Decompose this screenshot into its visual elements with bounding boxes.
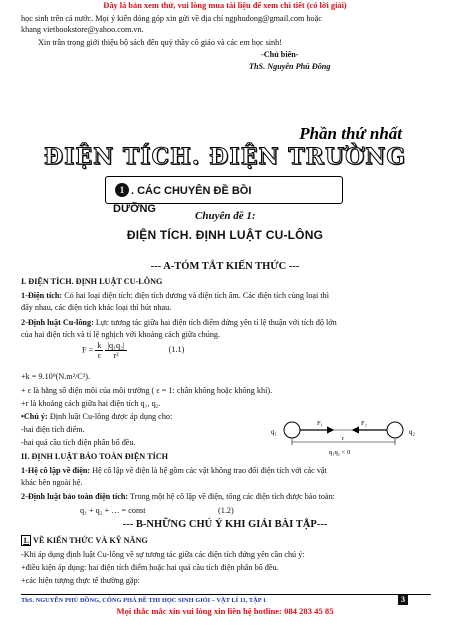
diagram-f2-label: F₂ [361,420,367,427]
chapter-title: ĐIỆN TÍCH. ĐIỆN TRƯỜNG [43,144,407,170]
preview-notice: Đây là bản xem thử, vui lòng mua tài liệu để xem chi tiết (có lời giải) [103,1,347,10]
note-text: Định luật Cu-lông được áp dụng cho: [47,412,173,421]
note-item-a: -hai điện tích điểm. [21,425,85,434]
paragraph-label: 2-Định luật Cu-lông: [21,318,94,327]
section-2-title: II. ĐỊNH LUẬT BẢO TOÀN ĐIỆN TÍCH [21,452,169,461]
paragraph-coulomb-cont: của hai điện tích và tỉ lệ nghịch với khoảng cách giữa chúng. [21,330,221,339]
banner-text: . CÁC CHUYÊN ĐỀ BỒI [131,185,252,197]
charge-q1 [284,422,300,438]
formula-q-fraction [105,341,126,360]
paragraph-conservation [21,491,431,502]
paragraph-coulomb [21,317,431,328]
footer-divider [21,594,431,595]
formula-k-fraction [95,341,103,360]
section-a-heading: --- A-TÓM TẮT KIẾN THỨC --- [150,261,300,272]
formula-q-num: |q₁q₂| [107,341,125,350]
b1-line-2: +điều kiện áp dụng: hai điện tích điểm hoặc hai quả cầu tích điện phân bố đều. [21,563,279,572]
paragraph-label: 1-Hệ cô lập về điện: [21,466,91,475]
b1-heading [21,535,431,546]
diagram-q1-label: q₁ [271,428,277,436]
intro-line-1: học sinh trên cả nước. Mọi ý kiến đóng góp xin gửi về địa chỉ ngphudong@gmail.com hoặc [21,14,322,23]
section-1-title: I. ĐIỆN TÍCH. ĐỊNH LUẬT CU-LÔNG [21,277,163,286]
epsilon-line: + ε là hằng số điện môi của môi trường ( ε = 1: chân không hoặc không khí). [21,386,273,395]
banner-text-continued: DƯỠNG [113,203,156,215]
paragraph-isolated [21,465,431,476]
paragraph-charge-cont: đẩy nhau, các điện tích khác loại thì hút nhau. [21,303,172,312]
hotline-notice: Mọi thắc mắc xin vui lòng xin liên hệ hotline: 084 283 45 85 [116,606,334,616]
note-label: •Chú ý: [21,412,48,421]
paragraph-text: Lực tương tác giữa hai điện tích điểm đứng yên tỉ lệ thuận với tích độ lớn [93,318,337,327]
b1-line-3: +các hiện tượng thực tế thường gặp: [21,576,140,585]
editor-label: -Chủ biên- [261,50,299,59]
paragraph-text: Hệ cô lập về điện là hệ gồm các vật không trao đổi điện tích với các vật [90,466,327,475]
editor-name: ThS. Nguyễn Phú Đồng [249,62,331,71]
note-item-b: -hai quả cầu tích điện phân bố đều. [21,438,136,447]
banner-number: 1 [115,183,129,197]
charge-q2 [387,422,403,438]
paragraph-label: 1-Điện tích: [21,291,63,300]
paragraph-charge [21,290,431,301]
diagram-f1-label: F₁ [317,420,323,427]
paragraph-text: Trong một hệ cô lập về điện, tổng các điện tích được bảo toàn: [128,492,335,501]
formula-tag: (1.1) [168,345,185,355]
paragraph-isolated-cont: khác bên ngoài hệ. [21,478,83,487]
page-number: 3 [398,595,408,605]
b1-number: 1. [23,536,30,545]
formula-q-den: r² [113,351,119,360]
intro-line-3: Xin trân trọng giới thiệu bộ sách đến quý thầy cô giáo và các em học sinh! [38,38,282,47]
conservation-tag: (1.2) [218,506,234,515]
part-title: Phần thứ nhất [299,124,402,143]
footer-text: ThS. NGUYỄN PHÚ ĐỒNG, CÔNG PHÁ ĐỀ THI HỌC SINH GIỎI – VẬT LÍ 11, TẬP 1 [21,597,267,604]
paragraph-text: Có hai loại điện tích: điện tích dương và điện tích âm. Các điện tích cùng loại thì [62,291,330,300]
formula-k-den: ε [97,351,102,360]
coulomb-formula [82,341,282,360]
formula-k-num: k [97,341,102,350]
topic-label: Chuyên đề 1: [195,210,256,222]
formula-lhs: F = [82,345,94,355]
b1-title: VỀ KIẾN THỨC VÀ KỸ NĂNG [31,536,148,545]
k-value-line: +k = 9.10⁹(N.m²/C²). [21,372,91,381]
diagram-condition: q₁q₂ < 0 [329,449,351,456]
topic-title: ĐIỆN TÍCH. ĐỊNH LUẬT CU-LÔNG [126,228,324,242]
intro-line-2: khang vietbookstore@yahoo.com.vn. [21,25,144,34]
diagram-q2-label: q₂ [409,428,415,436]
r-line: +r là khoảng cách giữa hai điện tích q₁, q₂. [21,399,161,408]
b1-line-1: -Khi áp dụng định luật Cu-lông về sự tương tác giữa các điện tích đứng yên cần chú ý: [21,550,305,559]
section-b-heading: --- B-NHỮNG CHÚ Ý KHI GIẢI BÀI TẬP--- [122,519,328,530]
conservation-formula: q₁ + q₂ + … = const [80,506,146,515]
diagram-r-label: r [342,435,345,442]
paragraph-label: 2-Định luật bảo toàn điện tích: [21,492,129,501]
